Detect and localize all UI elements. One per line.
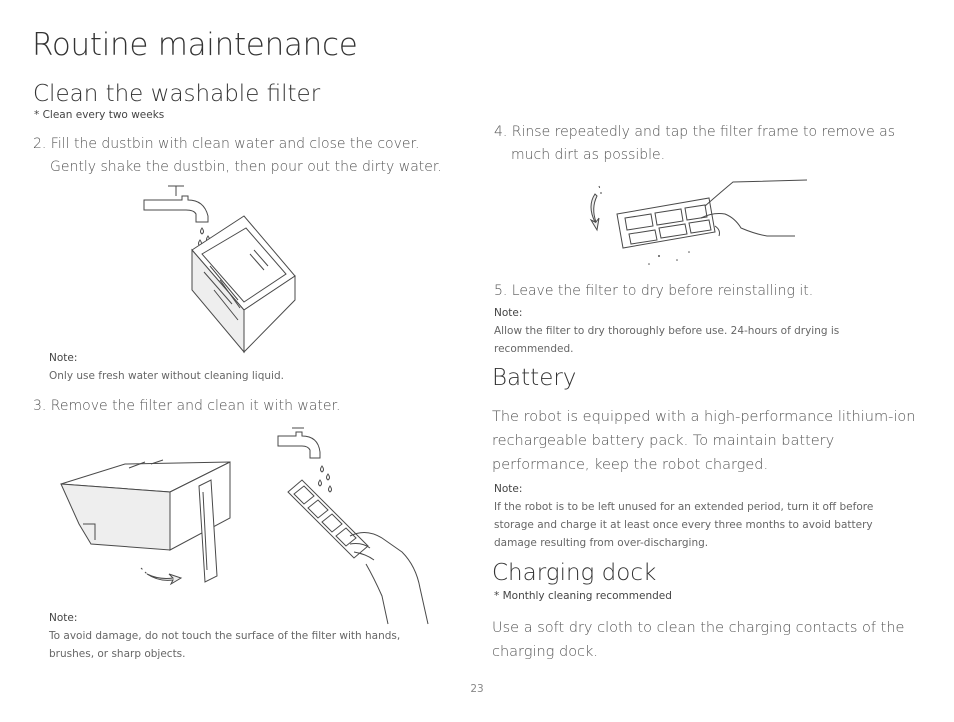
dustbin-open-illustration [55, 440, 235, 585]
page-number: 23 [470, 683, 484, 695]
battery-line-3: performance, keep the robot charged. [492, 457, 769, 473]
rinse-filter-illustration [270, 428, 435, 628]
section-heading-charging-dock: Charging dock [492, 560, 657, 586]
note-fresh-water [49, 349, 284, 385]
note-line-1: Allow the filter to dry thoroughly before use. 24-hours of drying is [494, 325, 840, 337]
battery-line-1: The robot is equipped with a high-performance lithium-ion [492, 409, 916, 425]
section-heading-washable-filter: Clean the washable filter [33, 81, 321, 107]
section-heading-battery: Battery [492, 365, 577, 391]
battery-line-2: rechargeable battery pack. To maintain battery [492, 433, 835, 449]
note-line-1: If the robot is to be left unused for an extended period, turn it off before [494, 501, 874, 513]
frequency-text: Clean every two weeks [42, 109, 165, 121]
step-4-line-2: much dirt as possible. [511, 147, 666, 163]
note-label: Note: [49, 352, 78, 364]
dustbin-faucet-illustration [140, 180, 305, 355]
step-4-line-1: 4. Rinse repeatedly and tap the filter frame to remove as [494, 124, 896, 140]
charging-dock-line-2: charging dock. [492, 644, 599, 660]
frequency-tag [494, 590, 672, 602]
tap-filter-illustration [585, 178, 815, 270]
charging-dock-description [492, 616, 922, 664]
frequency-text: Monthly cleaning recommended [502, 590, 672, 602]
step-3: 3. Remove the filter and clean it with water. [33, 398, 341, 414]
frequency-tag [34, 109, 164, 121]
step-2-line-1: 2. Fill the dustbin with clean water and close the cover. [33, 136, 420, 152]
note-line-2: storage and charge it at least once every three months to avoid battery [494, 519, 873, 531]
note-text: Only use fresh water without cleaning liquid. [49, 370, 284, 382]
step-2 [33, 133, 463, 179]
battery-description [492, 405, 922, 477]
note-label: Note: [49, 612, 78, 624]
charging-dock-line-1: Use a soft dry cloth to clean the charging contacts of the [492, 620, 905, 636]
note-line-3: damage resulting from over-discharging. [494, 537, 709, 549]
note-battery-storage [494, 480, 873, 552]
step-2-line-2: Gently shake the dustbin, then pour out the dirty water. [50, 159, 442, 175]
page-title: Routine maintenance [32, 27, 358, 63]
step-4 [494, 121, 914, 167]
step-5: 5. Leave the filter to dry before reinstalling it. [494, 283, 814, 299]
asterisk-icon: * [34, 109, 40, 121]
asterisk-icon: * [494, 590, 500, 602]
note-dry-filter [494, 304, 839, 358]
note-line-1: To avoid damage, do not touch the surface of the filter with hands, [49, 630, 401, 642]
note-line-2: brushes, or sharp objects. [49, 648, 186, 660]
note-avoid-damage [49, 609, 400, 663]
note-label: Note: [494, 483, 523, 495]
note-label: Note: [494, 307, 523, 319]
note-line-2: recommended. [494, 343, 574, 355]
